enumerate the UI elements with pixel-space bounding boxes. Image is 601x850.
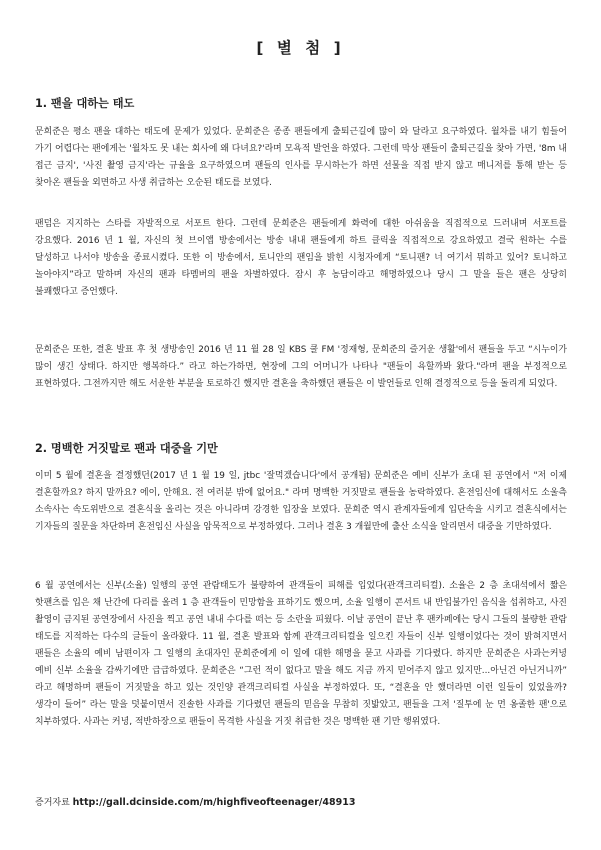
evidence-label: 증거자료 — [35, 798, 70, 808]
section1-heading: 1. 팬을 대하는 태도 — [35, 97, 135, 110]
evidence-url[interactable]: http://gall.dcinside.com/m/highfiveofteenager/48913 — [72, 797, 356, 808]
section2-paragraph-2: 6 월 공연에서는 신부(소율) 일행의 공연 관람태도가 불량하여 관객들이 피해를 입었다(관객크리티컬). 소율은 2 층 초대석에서 짧은 핫팬츠를 입은 채 난간에 다리를 올려 1 층 관객들이 민망함을 표하기도 했으며, 소율 일행이 콘서트 내 반입불가인 음식을 섭취하고, 사진 촬영이 금지된 공연장에서 사진을 찍고 공연 내내 수다를 떠는 등 소란을 피웠다. 이날 공연이 끝난 후 팬카페에는 당시 그들의 불량한 관람 태도를 지적하는 다수의 글들이 올라왔다. 11 월, 결혼 발표와 함께 관객크리티컬을 일으킨 자들이 신부 일행이었다는 것이 밝혀지면서 팬들은 소율의 예비 남편이자 그 일행의 초대자인 문희준에게 이 일에 대한 해명을 묻고 사과를 기다렸다. 하지만 문희준은 사과는커녕 예비 신부 소율을 감싸기에만 급급하였다. 문희준은 “그런 적이 없다고 말을 해도 지금 까지 믿어주지 않고 있지만...아닌건 아닌거니까” 라고 해명하며 팬들이 거짓말을 하고 있는 것인양 관객크리티컬 사실을 부정하였다. 또, “결혼을 안 했더라면 이런 일들이 있었을까? 생각이 들어” 라는 말을 덧붙이면서 진솔한 사과를 기다렸던 팬들의 믿음을 무참히 짓밟았고, 팬들을 그저 '질투에 눈 먼 옹졸한 팬'으로 치부하였다. 사과는 커녕, 적반하장으로 팬들이 목격한 사실을 거짓 취급한 것은 명백한 팬 기만 행위였다. — [35, 581, 567, 727]
page-title: [ 별 첨 ] — [256, 39, 345, 57]
section1-paragraph-2: 팬덤은 지지하는 스타를 자발적으로 서포트 한다. 그런데 문희준은 팬들에게 화력에 대한 아쉬움을 직접적으로 드러내며 서포트를 강요했다. 2016 년 1 월, 자신의 첫 브이앱 방송에서는 방송 내내 팬들에게 하트 클릭을 직접적으로 강요하였고 결국 원하는 수를 달성하고 나서야 방송을 종료시켰다. 또한 이 방송에서, 토니안의 팬임을 밝힌 시청자에게 “토니팬? 너 여기서 뭐하고 있어? 토니하고 놀아야지”라고 말하며 자신의 팬과 타멤버의 팬을 차별하였다. 잠시 후 농담이라고 해명하였으나 당시 그 말을 들은 팬은 상당히 불쾌했다고 증언했다. — [35, 219, 567, 297]
section1-paragraph-1: 문희준은 평소 팬을 대하는 태도에 문제가 있었다. 문희준은 종종 팬들에게 출퇴근길에 많이 와 달라고 요구하였다. 월차를 내기 힘들어 가기 어렵다는 팬에게는 '월차도 못 내는 회사에 왜 다녀요?'라며 모욕적 발언을 하였다. 그런데 막상 팬들이 출퇴근길을 찾아 가면, '8m 내 접근 금지', '사진 촬영 금지'라는 규율을 요구하였으며 팬들의 인사를 무시하는가 하면 선물을 직접 받지 않고 매니저를 통해 받는 등 찾아온 팬들을 외면하고 사생 취급하는 오순된 태도를 보였다. — [35, 127, 567, 188]
section2-paragraph-1: 이미 5 월에 결혼을 결정했던(2017 년 1 월 19 일, jtbc '잘먹겠습니다'에서 공개됨) 문희준은 예비 신부가 초대 된 공연에서 "저 이제 결혼할까요? 하지 말까요? 에이, 안해요. 전 여러분 밖에 없어요." 라며 명백한 거짓말로 팬들을 농락하였다. 혼전임신에 대해서도 소울측 소속사는 속도위반으로 결혼식을 올리는 것은 아니라며 강경한 입장을 보였다. 문희준 역시 관계자들에게 입단속을 시키고 결혼식에서는 기자들의 질문을 차단하며 혼전임신 사실을 암묵적으로 부정하였다. 그러나 결혼 3 개월만에 출산 소식을 알리면서 대중을 기만하였다. — [35, 471, 567, 532]
section1-paragraph-3: 문희준은 또한, 결혼 발표 후 첫 생방송인 2016 년 11 월 28 일 KBS 쿨 FM '정재형, 문희준의 즐거운 생활'에서 팬들을 두고 “시누이가 많이 생긴 상태다. 하지만 행복하다.” 라고 하는가하면, 현장에 그의 어머니가 나타나 "팬들이 욕할까봐 왔다."라며 팬을 부정적으로 표현하였다. 그전까지만 해도 서운한 부분을 토로하긴 했지만 결혼을 축하했던 팬들은 이 발언들로 인해 결정적으로 등을 돌리게 되었다. — [35, 345, 567, 389]
section2-heading: 2. 명백한 거짓말로 팬과 대중을 기만 — [35, 442, 218, 455]
evidence-source — [35, 795, 355, 808]
